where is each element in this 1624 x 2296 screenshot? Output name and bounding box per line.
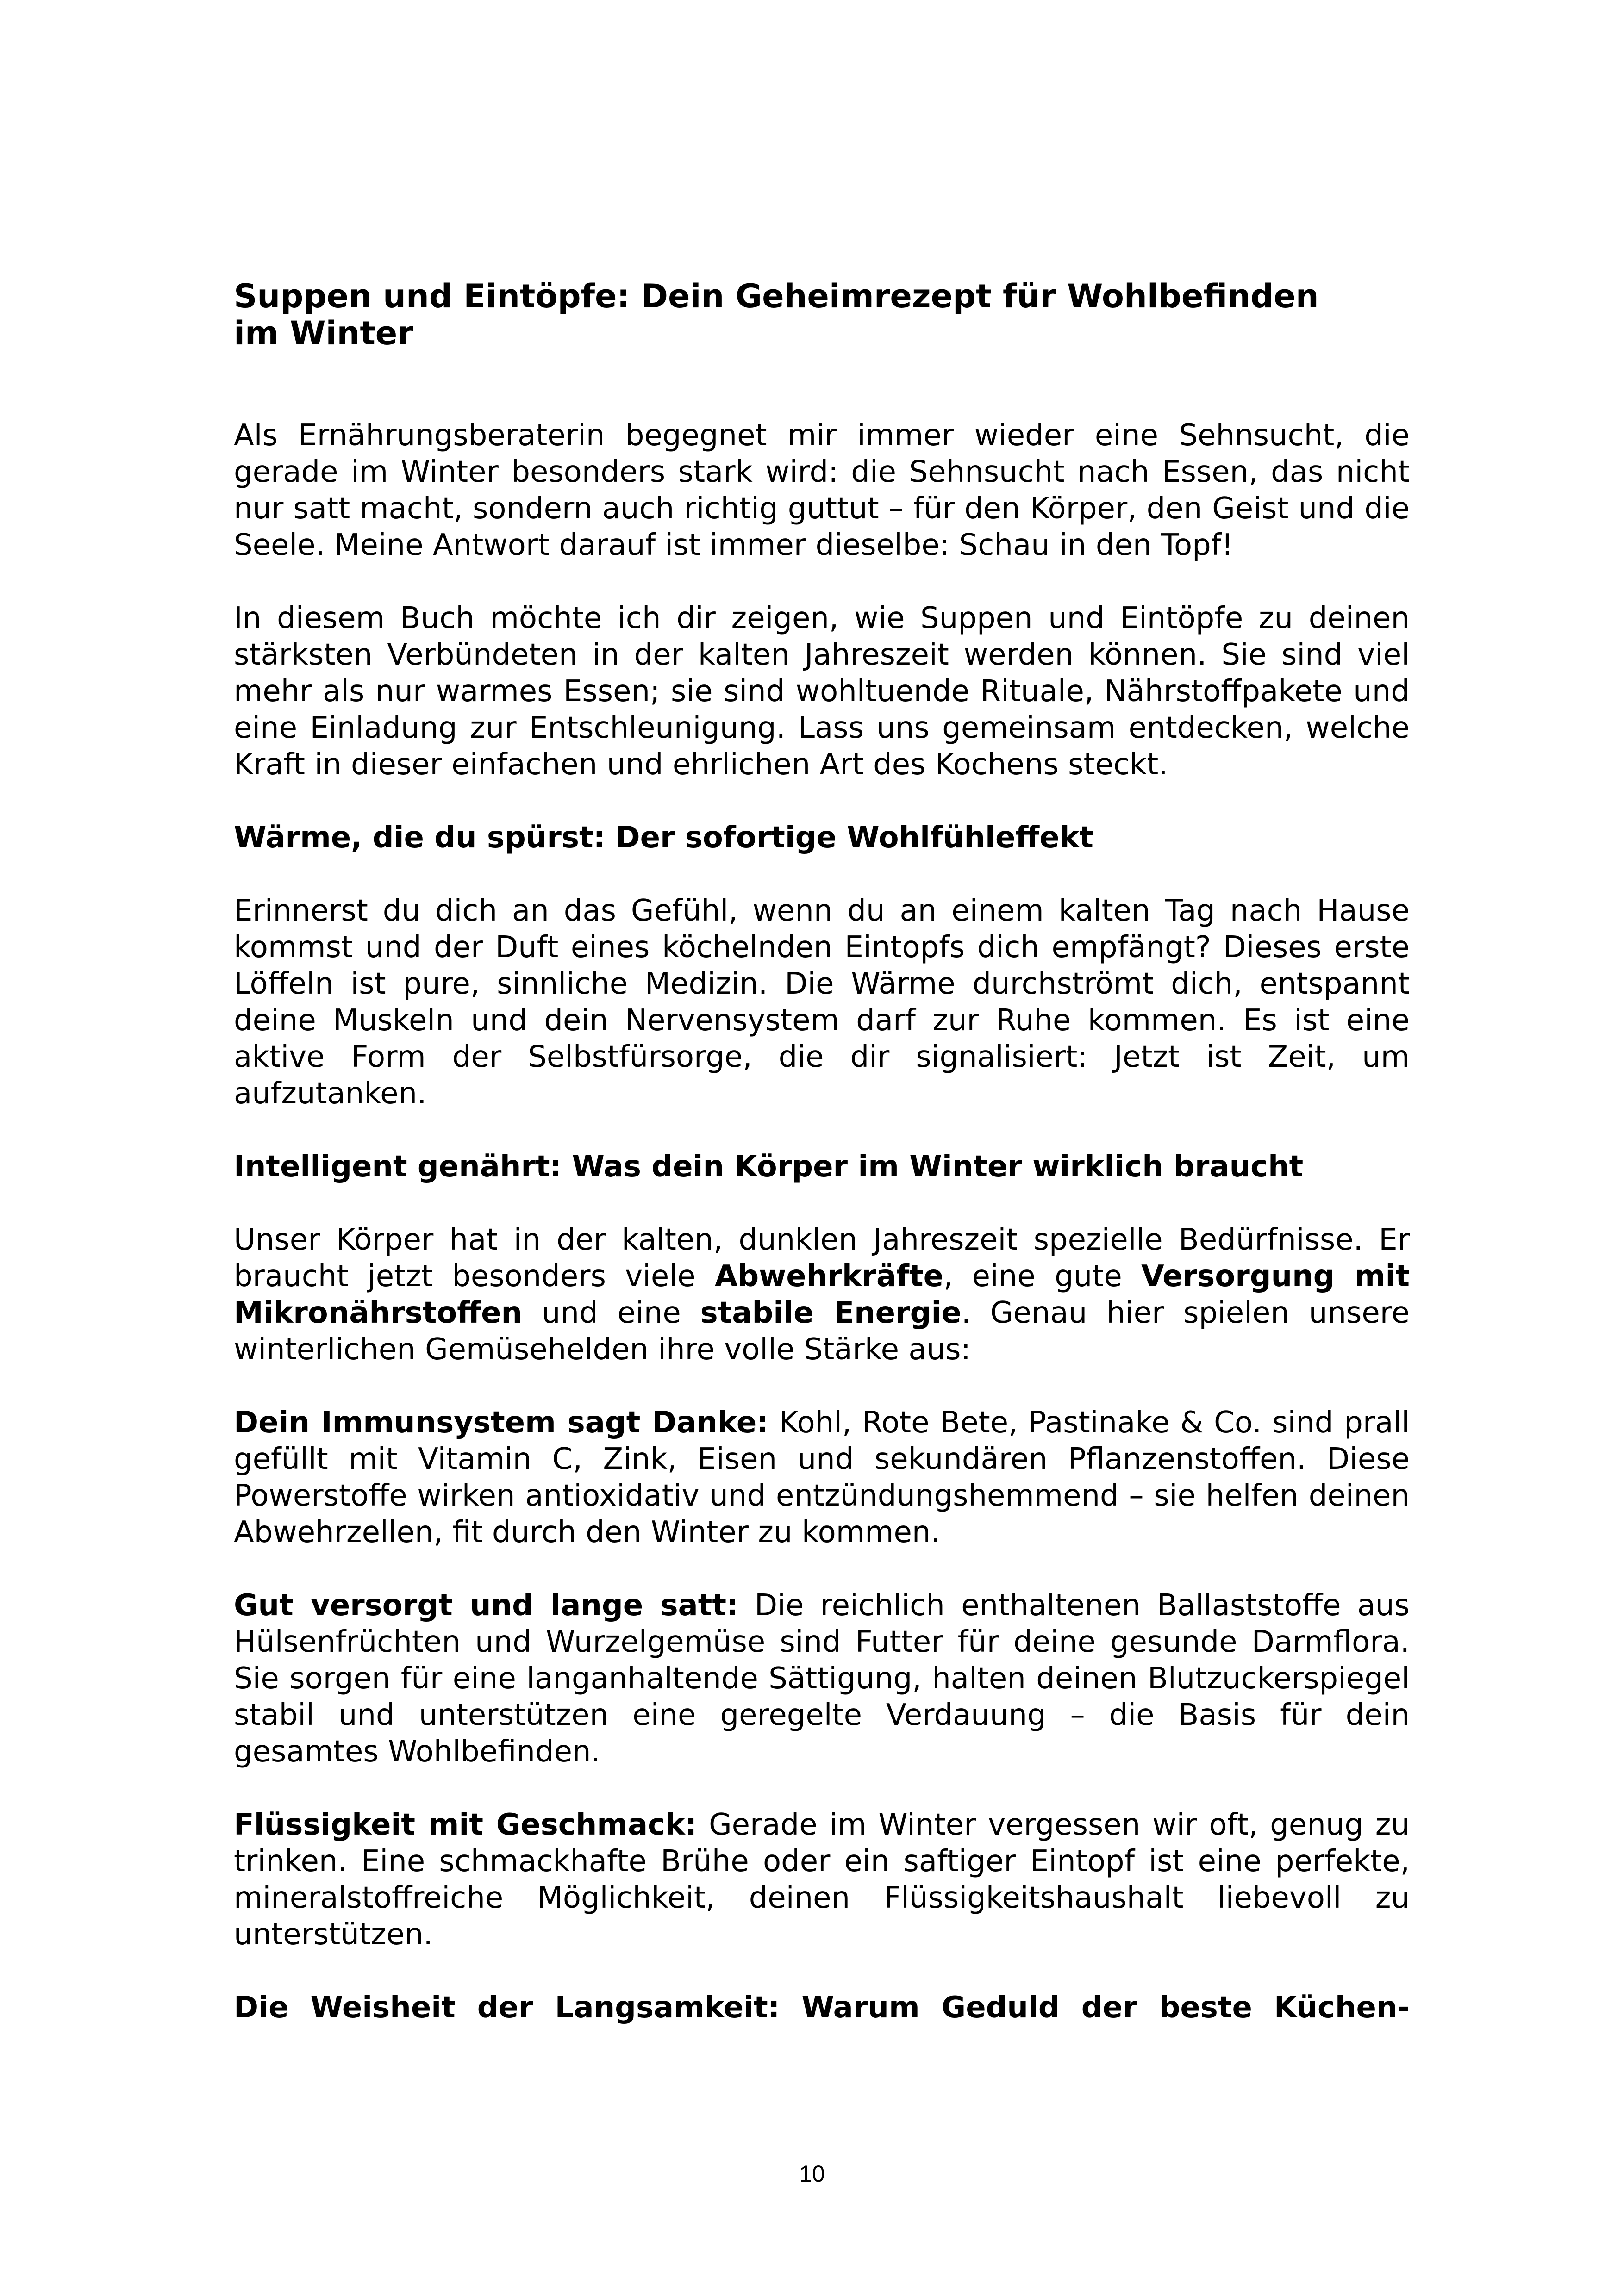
benefit-label: Flüssigkeit mit Geschmack: <box>234 1808 697 1842</box>
nutrition-bold-micronutrients: Versorgung mit Mikronährstoffen <box>234 1259 1410 1330</box>
nutrition-bold-defenses: Abwehrkräfte <box>714 1259 943 1294</box>
section-text-nutrition <box>234 1222 1410 1368</box>
intro-paragraph-1: Als Ernährungsberaterin begegnet mir immer wieder eine Sehnsucht, die gerade im Winter besonders stark wird: die Sehnsucht nach Essen, das nicht nur satt macht, sondern auch richtig guttut – für den Körper, den Geist und die Seele. Meine Antwort darauf ist immer dieselbe: Schau in den Topf! <box>234 418 1410 562</box>
nutrition-intro-text-e: . Genau hier spielen unsere winterlichen Gemüsehelden ihre volle Stärke aus: <box>234 1296 1410 1367</box>
chapter-title: Suppen und Eintöpfe: Dein Geheimrezept für Wohlbefinden im Winter <box>234 277 1319 352</box>
benefit-text: Kohl, Rote Bete, Pastinake & Co. sind prall gefüllt mit Vitamin C, Zink, Eisen und sekundären Pflanzenstoffen. Diese Powerstoffe wirken antioxidativ und entzündungshemmend – sie helfen deinen Abwehrzellen, fit durch den Winter zu kommen. <box>234 1406 1410 1549</box>
section-heading-nutrition: Intelligent genährt: Was dein Körper im Winter wirklich braucht <box>234 1150 1304 1184</box>
section-heading-warmth: Wärme, die du spürst: Der sofortige Wohlfühleffekt <box>234 821 1093 855</box>
benefit-item-immune <box>234 1405 1410 1551</box>
nutrition-intro-text-d: und eine <box>522 1296 700 1330</box>
intro-paragraph-2: In diesem Buch möchte ich dir zeigen, wie Suppen und Eintöpfe zu deinen stärksten Verbündeten in der kalten Jahreszeit werden können. Sie sind viel mehr als nur warmes Essen; sie sind wohltuende Rituale, Nährstoffpakete und eine Einladung zur Entschleunigung. Lass uns gemeinsam entdecken, welche Kraft in dieser einfachen und ehrlichen Art des Kochens steckt. <box>234 601 1410 782</box>
section-heading-slowness: Die Weisheit der Langsamkeit: Warum Geduld der beste Küchen- <box>234 1991 1410 2025</box>
benefit-text: Die reichlich enthaltenen Ballaststoffe aus Hülsenfrüchten und Wurzelgemüse sind Futter für deine gesunde Darmflora. Sie sorgen für eine langanhaltende Sättigung, halten deinen Blutzuckerspiegel stabil und unterstützen eine geregelte Verdauung – die Basis für dein gesamtes Wohlbefinden. <box>234 1588 1410 1769</box>
page-content <box>234 278 1410 2026</box>
benefit-item-hydration <box>234 1807 1410 1953</box>
benefit-item-satiety <box>234 1587 1410 1770</box>
section-text-warmth: Erinnerst du dich an das Gefühl, wenn du an einem kalten Tag nach Hause kommst und der Duft eines köchelnden Eintopfs dich empfängt? Dieses erste Löffeln ist pure, sinnliche Medizin. Die Wärme durchströmt dich, entspannt deine Muskeln und dein Nervensystem darf zur Ruhe kommen. Es ist eine aktive Form der Selbstfürsorge, die dir signalisiert: Jetzt ist Zeit, um aufzutanken. <box>234 894 1410 1111</box>
nutrition-bold-energy: stabile Energie <box>700 1296 962 1330</box>
benefit-label: Dein Immunsystem sagt Danke: <box>234 1406 768 1440</box>
benefit-text: Gerade im Winter vergessen wir oft, genug zu trinken. Eine schmackhafte Brühe oder ein saftiger Eintopf ist eine perfekte, mineralstoffreiche Möglichkeit, deinen Flüssigkeitshaushalt liebevoll zu unterstützen. <box>234 1808 1410 1952</box>
nutrition-intro-text-a: Unser Körper hat in der kalten, dunklen Jahreszeit spezielle Bedürfnisse. Er braucht jetzt besonders viele <box>234 1223 1410 1294</box>
nutrition-intro-text-c: , eine gute <box>943 1259 1142 1294</box>
page-number: 10 <box>799 2161 825 2187</box>
benefit-label: Gut versorgt und lange satt: <box>234 1588 738 1623</box>
